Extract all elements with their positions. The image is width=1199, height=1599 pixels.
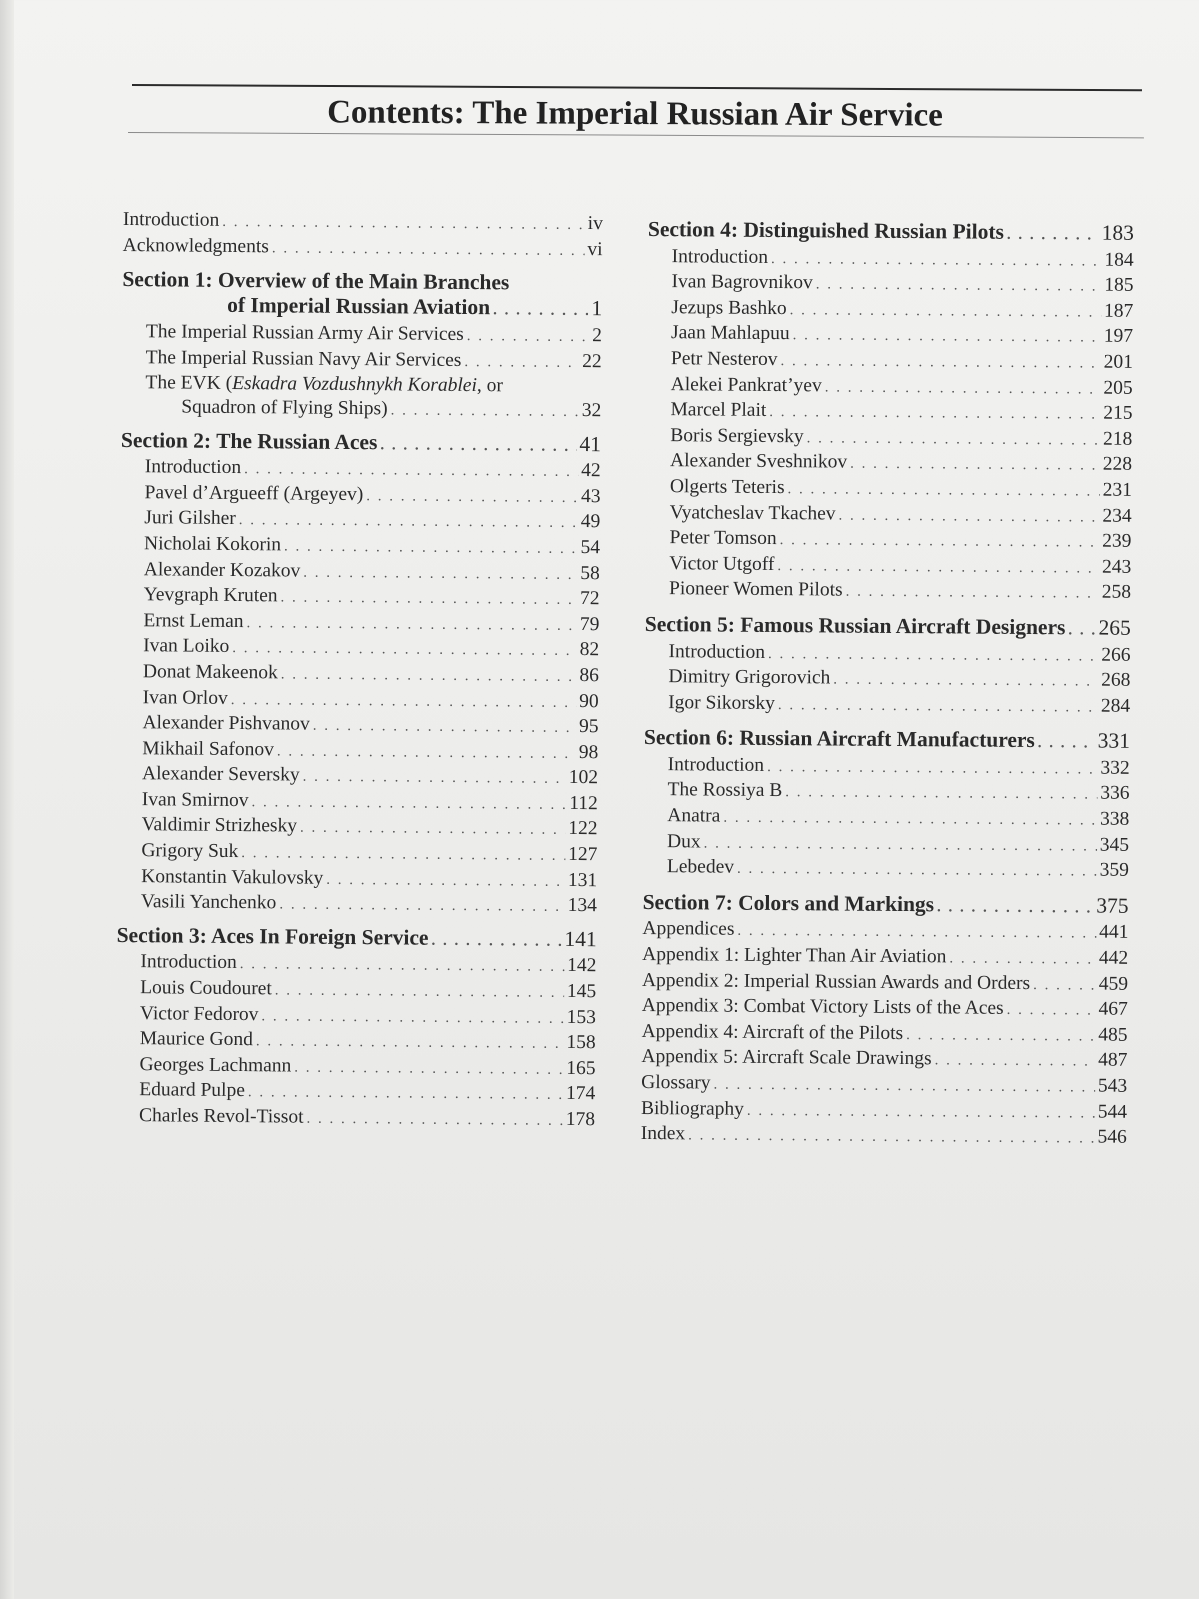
entry-title: Vasili Yanchenko (140, 891, 277, 914)
entry-page-number: 228 (1102, 453, 1133, 476)
entry-title: Olgerts Teteris (669, 476, 785, 499)
entry-page-number: 201 (1103, 351, 1133, 373)
back-matter-entry (642, 1020, 1128, 1049)
section-4-entry (647, 296, 1133, 325)
toc-left-column (115, 208, 603, 1134)
entry-title: Anatra (667, 805, 721, 827)
toc-entry-evk-line1: The EVK (Eskadra Vozdushnykh Korablei, or (145, 372, 504, 397)
dot-leader (838, 504, 1099, 530)
section-4-entry (645, 577, 1131, 606)
entry-page-number: 345 (1099, 834, 1130, 856)
entry-page-number: 487 (1098, 1049, 1128, 1072)
entry-page-number: 86 (579, 664, 600, 687)
dot-leader (846, 581, 1099, 607)
entry-page-number: 543 (1097, 1075, 1128, 1097)
dot-leader (232, 637, 577, 664)
dot-leader (768, 642, 1099, 668)
entry-title: Introduction (671, 245, 769, 268)
dot-leader (251, 791, 566, 817)
entry-page-number: 54 (580, 536, 601, 559)
entry-page-number: 145 (566, 980, 597, 1003)
entry-title: Donat Makeenok (142, 661, 278, 684)
entry-title: Ivan Loiko (143, 635, 230, 658)
entry-title: Lebedev (666, 856, 735, 878)
back-matter-entry (641, 1122, 1127, 1151)
dot-leader (704, 832, 1097, 859)
section-4-entry (645, 526, 1131, 555)
entry-page-number: 441 (1099, 922, 1129, 944)
entry-title: Yevgraph Kruten (143, 584, 278, 607)
entry-page-number: 485 (1098, 1024, 1128, 1046)
dot-leader (256, 1030, 564, 1056)
section-4-entry (645, 552, 1131, 581)
entry-title: Jezups Bashko (671, 296, 787, 319)
section-2-list (117, 455, 601, 920)
section-3-list (115, 950, 597, 1133)
dot-leader (935, 1050, 1096, 1075)
entry-title: Pioneer Women Pilots (669, 578, 843, 601)
dot-leader (737, 858, 1097, 884)
section-6-title: Section 6: Russian Aircraft Manufacturers . . . 331 (644, 726, 1130, 756)
dot-leader (807, 427, 1100, 453)
section-1-title-line1: Section 1: Overview of the Main Branches (122, 267, 510, 295)
dot-leader (723, 807, 1097, 834)
entry-page-number: 72 (580, 588, 600, 610)
entry-page-number: 544 (1097, 1101, 1128, 1123)
entry-page-number: 185 (1104, 274, 1134, 297)
section-4-entry (647, 321, 1133, 350)
section-2-title: Section 2: The Russian Aces . . . 41 (121, 429, 601, 460)
entry-title: Petr Nesterov (670, 348, 778, 370)
dot-leader (780, 529, 1100, 555)
entry-title: Grigory Suk (141, 840, 239, 863)
entry-title: Jaan Mahlapuu (671, 322, 790, 345)
entry-title: Appendix 3: Combat Victory Lists of the Aces (641, 995, 1004, 1020)
entry-title: Introduction (144, 456, 242, 479)
entry-title: Mikhail Safonov (142, 737, 274, 761)
section-4-entry (646, 424, 1132, 453)
dot-leader (825, 376, 1101, 402)
entry-page-number: 332 (1100, 757, 1130, 779)
dot-leader (326, 868, 565, 894)
entry-title: Alexander Pishvanov (142, 712, 310, 735)
entry-page-number: 187 (1103, 300, 1134, 322)
entry-title: Eduard Pulpe (139, 1079, 246, 1102)
dot-leader (294, 1056, 563, 1082)
dot-leader (277, 740, 576, 766)
dot-leader (769, 401, 1100, 427)
entry-title: Appendix 5: Aircraft Scale Drawings (641, 1046, 932, 1070)
entry-title: Introduction (668, 640, 766, 663)
entry-title: Appendix 4: Aircraft of the Pilots (641, 1020, 904, 1044)
entry-page-number: 231 (1102, 479, 1132, 501)
entry-page-number: 98 (578, 741, 599, 763)
entry-title: The Rossiya B (667, 779, 783, 802)
dot-leader (688, 1125, 1095, 1152)
entry-page-number: 459 (1098, 973, 1129, 995)
section-6-entry (643, 778, 1129, 807)
dot-leader (906, 1024, 1095, 1049)
section-6-entry (643, 855, 1129, 884)
entry-page-number: 266 (1101, 644, 1131, 666)
entry-title: Georges Lachmann (139, 1053, 292, 1077)
entry-title: Konstantin Vakulovsky (141, 865, 324, 889)
entry-page-number: 102 (568, 767, 599, 789)
entry-title: Ivan Smirnov (141, 789, 249, 811)
entry-title: Alexander Seversky (141, 763, 300, 786)
entry-page-number: 336 (1100, 783, 1130, 805)
back-matter-entry (641, 1045, 1127, 1074)
dot-leader (300, 817, 565, 843)
section-4-entry (646, 475, 1132, 504)
entry-title: Bibliography (640, 1097, 745, 1120)
entry-page-number: 234 (1102, 505, 1132, 527)
entry-page-number: 205 (1103, 377, 1133, 399)
section-1-title-line2: of Imperial Russian Aviation . . . 1 (122, 292, 602, 324)
dot-leader (246, 612, 577, 638)
entry-page-number: 174 (565, 1083, 596, 1105)
section-4-entry (647, 373, 1133, 402)
dot-leader (949, 947, 1096, 972)
toc-entry-army-air-services: The Imperial Russian Army Air Services . . . 2 (122, 320, 602, 350)
entry-title: Introduction (667, 754, 765, 776)
entry-page-number: 442 (1098, 947, 1129, 969)
entry-page-number: 43 (580, 485, 601, 507)
section-4-entry (646, 449, 1132, 478)
back-matter-entry (642, 969, 1128, 998)
section-3-title: Section 3: Aces In Foreign Service . . . 141 (117, 924, 597, 955)
entry-title: Index (640, 1123, 686, 1145)
section-5-entry (644, 665, 1130, 694)
entry-title: Pavel d’Argueeff (Argeyev) (144, 481, 364, 505)
entry-page-number: 467 (1098, 998, 1128, 1021)
section-6-entry (644, 753, 1130, 782)
section-7-title: Section 7: Colors and Markings . . . 375 (643, 891, 1129, 921)
back-matter-list (641, 917, 1129, 1151)
entry-page-number: 197 (1103, 325, 1134, 348)
entry-page-number: 268 (1101, 669, 1131, 691)
dot-leader (713, 1074, 1095, 1101)
page-edge (0, 0, 14, 1599)
entry-title: Alexander Kozakov (143, 558, 301, 582)
entry-title: Alekei Pankrat’yev (670, 373, 822, 396)
section-3-entry (115, 1104, 595, 1134)
dot-leader (1033, 974, 1096, 998)
entry-title: Valdimir Strizhesky (141, 814, 298, 838)
entry-page-number: 49 (580, 511, 601, 533)
dot-leader (366, 485, 578, 510)
dot-leader (787, 478, 1099, 504)
entry-title: Boris Sergievsky (670, 424, 804, 447)
section-4-entry (647, 270, 1133, 299)
entry-page-number: 215 (1103, 402, 1133, 424)
section-4-entry (646, 398, 1132, 427)
dot-leader (778, 694, 1098, 720)
back-matter-entry (642, 917, 1128, 946)
dot-leader (241, 842, 565, 868)
entry-page-number: 42 (581, 460, 601, 482)
section-6-list (643, 753, 1130, 885)
entry-page-number: 90 (579, 690, 599, 712)
section-4-entry (647, 347, 1133, 376)
entry-title: Victor Utgoff (669, 552, 775, 575)
section-6-entry (643, 830, 1129, 859)
dot-leader (303, 766, 566, 792)
entry-page-number: 165 (566, 1057, 596, 1079)
dot-leader (771, 248, 1102, 274)
entry-page-number: 134 (567, 895, 598, 917)
entry-title: Charles Revol-Tissot (138, 1105, 304, 1128)
dot-leader (313, 715, 576, 741)
entry-page-number: 338 (1099, 808, 1130, 830)
entry-page-number: 112 (569, 792, 598, 815)
dot-leader (303, 561, 577, 587)
entry-title: Victor Fedorov (139, 1002, 259, 1025)
toc-entry-navy-air-services: The Imperial Russian Navy Air Services . . . 22 (122, 346, 602, 376)
entry-page-number: 131 (567, 869, 598, 891)
entry-page-number: 218 (1102, 428, 1133, 450)
section-5-entry (644, 691, 1130, 720)
dot-leader (284, 535, 578, 561)
entry-title: Marcel Plait (670, 399, 767, 422)
title-rule-top (132, 84, 1142, 91)
dot-leader (239, 509, 578, 536)
entry-page-number: 127 (568, 843, 598, 866)
entry-title: Nicholai Kokorin (143, 533, 282, 556)
toc-entry-evk-line2: Squadron of Flying Ships) . . . 32 (121, 395, 601, 425)
entry-title: Juri Gilsher (144, 507, 236, 530)
back-matter-entry (642, 994, 1128, 1023)
entry-title: Dimitry Grigorovich (668, 666, 831, 689)
entry-title: Appendix 1: Lighter Than Air Aviation (642, 944, 947, 968)
entry-title: Vyatcheslav Tkachev (669, 501, 836, 525)
entry-page-number: 546 (1097, 1126, 1127, 1148)
back-matter-entry (642, 943, 1128, 972)
entry-title: Ivan Orlov (142, 686, 228, 709)
entry-page-number: 79 (579, 613, 600, 635)
section-4-entry (648, 245, 1134, 274)
entry-page-number: 258 (1101, 581, 1132, 604)
dot-leader (785, 782, 1097, 808)
dot-leader (780, 350, 1100, 376)
entry-title: Louis Coudouret (140, 977, 272, 1000)
entry-title: Maurice Gond (139, 1028, 254, 1051)
dot-leader (767, 756, 1098, 782)
dot-leader (279, 894, 565, 920)
dot-leader (793, 325, 1101, 351)
entry-page-number: 142 (567, 955, 597, 977)
entry-title: Alexander Sveshnikov (670, 450, 848, 473)
section-4-title: Section 4: Distinguished Russian Pilots . . . 183 (648, 218, 1134, 248)
entry-page-number: 158 (566, 1032, 596, 1054)
section-4-entry (646, 501, 1132, 530)
entry-page-number: 58 (580, 562, 600, 584)
entry-page-number: 359 (1099, 859, 1129, 882)
entry-title: Glossary (641, 1071, 711, 1094)
dot-leader (240, 953, 565, 979)
section-5-list (644, 639, 1131, 720)
section-5-title: Section 5: Famous Russian Aircraft Designers . . . 265 (645, 613, 1131, 643)
entry-title: Ernst Leman (143, 609, 244, 632)
dot-leader (737, 920, 1096, 946)
entry-title: Igor Sikorsky (668, 691, 775, 714)
toc-entry-acknowledgments: Acknowledgments . . . vi (123, 234, 603, 264)
dot-leader (244, 458, 578, 485)
dot-leader (280, 587, 577, 613)
dot-leader (281, 663, 577, 689)
toc-right-column (641, 218, 1134, 1152)
dot-leader (261, 1005, 563, 1031)
dot-leader (777, 555, 1099, 581)
section-6-entry (643, 804, 1129, 833)
page-title: Contents: The Imperial Russian Air Service (327, 94, 943, 134)
entry-title: Peter Tomson (669, 527, 777, 550)
entry-title: Ivan Bagrovnikov (671, 271, 813, 294)
section-4-list (645, 245, 1134, 607)
entry-page-number: 243 (1101, 556, 1132, 578)
entry-title: Dux (667, 830, 701, 853)
entry-page-number: 184 (1104, 249, 1134, 271)
dot-leader (850, 453, 1100, 479)
entry-page-number: 82 (579, 639, 600, 661)
dot-leader (833, 669, 1098, 695)
entry-page-number: 239 (1102, 530, 1132, 552)
dot-leader (306, 1108, 562, 1134)
toc-entry-introduction: Introduction . . . iv (123, 208, 603, 238)
entry-page-number: 153 (566, 1006, 597, 1028)
entry-title: Appendices (642, 918, 735, 941)
back-matter-entry (641, 1071, 1127, 1100)
dot-leader (816, 274, 1102, 300)
dot-leader (248, 1082, 563, 1108)
entry-page-number: 284 (1100, 695, 1131, 717)
dot-leader (231, 688, 577, 715)
dot-leader (790, 299, 1102, 325)
section-2-entry (117, 890, 597, 920)
section-5-entry (644, 639, 1130, 668)
back-matter-entry (641, 1097, 1127, 1126)
dot-leader (747, 1099, 1095, 1125)
entry-page-number: 95 (578, 716, 599, 738)
dot-leader (275, 979, 564, 1005)
dot-leader (1007, 999, 1096, 1023)
entry-page-number: 122 (568, 818, 598, 840)
entry-page-number: 178 (565, 1108, 596, 1131)
entry-title: Introduction (140, 951, 237, 974)
entry-title: Appendix 2: Imperial Russian Awards and Orders (641, 969, 1031, 994)
